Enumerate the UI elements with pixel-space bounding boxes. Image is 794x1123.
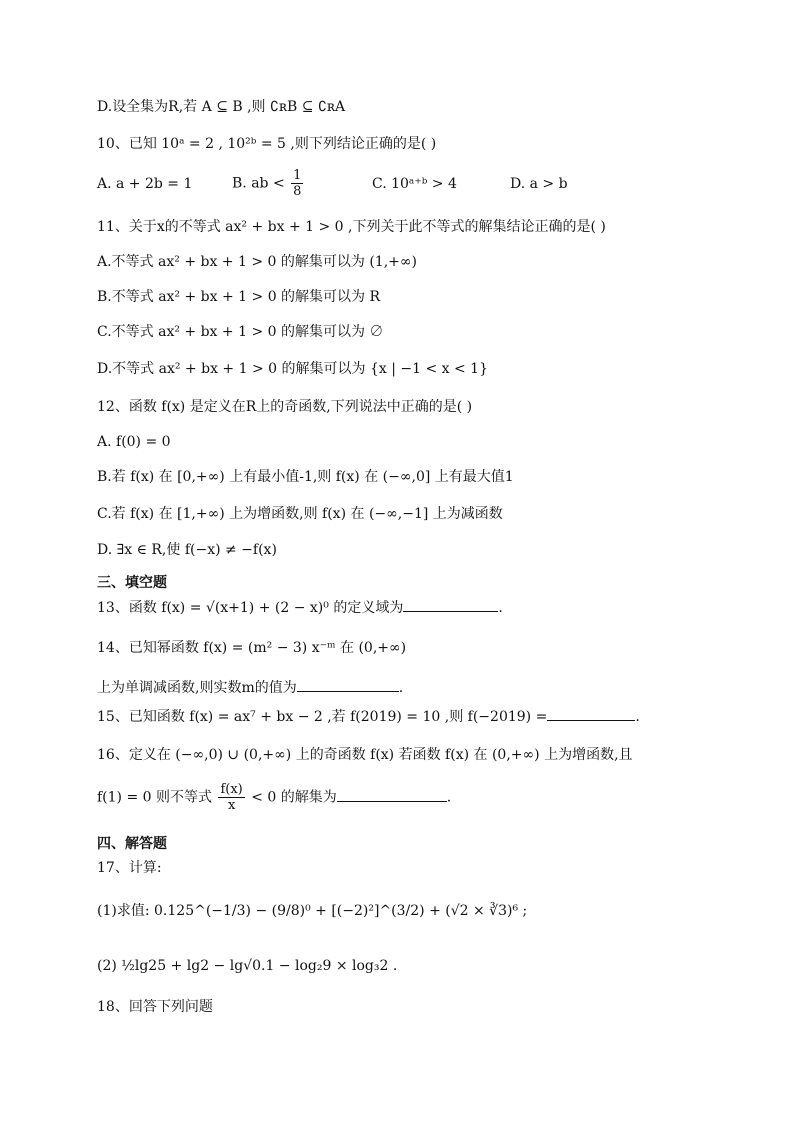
q11-option-d: D.不等式 ax² + bx + 1 > 0 的解集可以为 {x | −1 < x < 1} bbox=[97, 361, 488, 377]
q15-period: . bbox=[635, 709, 640, 725]
fraction-denominator: 8 bbox=[293, 184, 302, 199]
q12-stem: 12、函数 f(x) 是定义在R上的奇函数,下列说法中正确的是( ) bbox=[97, 399, 473, 415]
q14-line2 bbox=[97, 677, 403, 699]
q10-option-b bbox=[232, 168, 305, 199]
q17-part1 bbox=[97, 900, 527, 922]
q10-option-a: A. a + 2b = 1 bbox=[97, 176, 193, 192]
option-label: D. bbox=[97, 99, 113, 115]
option-text: 设全集为R,若 A ⊆ B ,则 ∁ʀB ⊆ ∁ʀA bbox=[112, 99, 346, 115]
q15 bbox=[97, 706, 640, 728]
q12-option-c: C.若 f(x) 在 [1,+∞) 上为增函数,则 f(x) 在 (−∞,−1] 上为减函数 bbox=[97, 506, 503, 522]
q16-line1: 16、定义在 (−∞,0) ∪ (0,+∞) 上的奇函数 f(x) 若函数 f(x) 在 (0,+∞) 上为增函数,且 bbox=[97, 747, 633, 763]
q11-option-a: A.不等式 ax² + bx + 1 > 0 的解集可以为 (1,+∞) bbox=[97, 254, 418, 270]
part-label: (2) bbox=[97, 958, 117, 974]
q17-stem: 17、计算: bbox=[97, 860, 162, 876]
fraction-denominator: x bbox=[227, 798, 236, 813]
q13-period: . bbox=[498, 600, 503, 616]
option-b-prefix: B. ab < bbox=[232, 175, 285, 192]
q13 bbox=[97, 597, 503, 619]
part-expression: ½lg25 + lg2 − lg√0.1 − log₂9 × log₃2 . bbox=[121, 958, 398, 974]
q12-option-a: A. f(0) = 0 bbox=[97, 434, 171, 450]
q12-option-b: B.若 f(x) 在 [0,+∞) 上有最小值-1,则 f(x) 在 (−∞,0] 上有最大值1 bbox=[97, 469, 514, 485]
q18-stem: 18、回答下列问题 bbox=[97, 999, 213, 1015]
answer-blank bbox=[297, 677, 399, 692]
q10-stem: 10、已知 10ᵃ = 2 , 10²ᵇ = 5 ,则下列结论正确的是( ) bbox=[97, 136, 437, 152]
q14-period: . bbox=[398, 680, 404, 696]
q14-text: 上为单调减函数,则实数m的值为 bbox=[97, 680, 297, 696]
fraction-fx-over-x bbox=[218, 782, 244, 813]
q12-option-d: D. ∃x ∈ R,使 f(−x) ≠ −f(x) bbox=[97, 542, 277, 558]
q11-option-b: B.不等式 ax² + bx + 1 > 0 的解集可以为 R bbox=[97, 289, 381, 305]
q16-line2 bbox=[97, 782, 451, 813]
q15-text: 15、已知函数 f(x) = ax⁷ + bx − 2 ,若 f(2019) = 10 ,则 f(−2019) = bbox=[97, 709, 548, 725]
fraction-numerator: f(x) bbox=[220, 782, 243, 797]
part-expression: 0.125^(−1/3) − (9/8)⁰ + [(−2)²]^(3/2) + (√2 × ∛3)⁶ ; bbox=[154, 903, 528, 919]
q13-text: 13、函数 f(x) = √(x+1) + (2 − x)⁰ 的定义域为 bbox=[97, 600, 404, 616]
answer-blank bbox=[403, 597, 498, 612]
q16-text-mid: < 0 的解集为 bbox=[251, 789, 337, 806]
q16-text: f(1) = 0 则不等式 bbox=[97, 789, 213, 806]
fraction-one-eighth bbox=[291, 168, 303, 199]
answer-blank bbox=[547, 706, 635, 721]
section-heading-fill-in: 三、填空题 bbox=[97, 575, 167, 591]
fraction-numerator: 1 bbox=[293, 168, 302, 183]
q9-option-d bbox=[97, 96, 345, 118]
q10-option-c: C. 10ᵃ⁺ᵇ > 4 bbox=[372, 176, 457, 192]
q17-part2 bbox=[97, 955, 397, 977]
answer-blank bbox=[337, 787, 447, 802]
q11-option-c: C.不等式 ax² + bx + 1 > 0 的解集可以为 ∅ bbox=[97, 324, 384, 340]
part-label: (1)求值: bbox=[97, 903, 150, 919]
q14-line1: 14、已知幂函数 f(x) = (m² − 3) x⁻ᵐ 在 (0,+∞) bbox=[97, 640, 407, 656]
section-heading-solutions: 四、解答题 bbox=[97, 836, 167, 852]
q16-period: . bbox=[446, 789, 452, 806]
q11-stem: 11、关于x的不等式 ax² + bx + 1 > 0 ,下列关于此不等式的解集结论正确的是( ) bbox=[97, 219, 606, 235]
q10-option-d: D. a > b bbox=[510, 176, 568, 192]
